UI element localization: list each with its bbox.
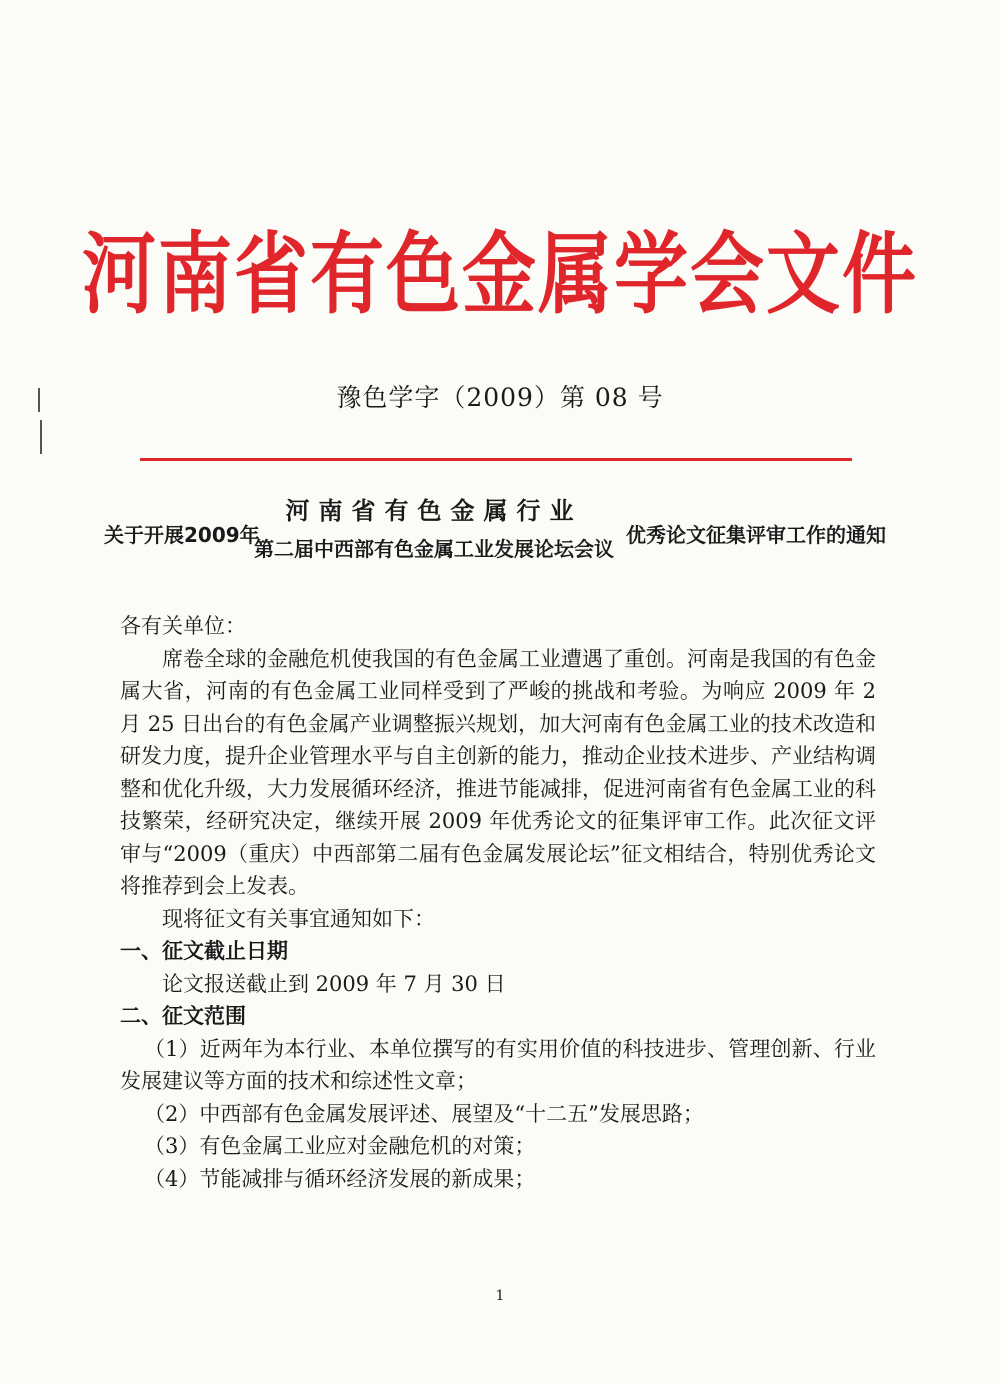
list-item: （4）节能减排与循环经济发展的新成果； xyxy=(144,1166,536,1191)
document-number: 豫色学字（2009）第 08 号 xyxy=(336,383,664,412)
section-text: 论文报送截止到 2009 年 7 月 30 日 xyxy=(162,971,506,996)
title-right: 优秀论文征集评审工作的通知 xyxy=(626,523,886,547)
list-item: （2）中西部有色金属发展评述、展望及“十二五”发展思路； xyxy=(144,1101,704,1126)
document-body xyxy=(120,610,876,1195)
paragraph-notice: 现将征文有关事宜通知如下： xyxy=(162,906,435,931)
paragraph-intro: 席卷全球的金融危机使我国的有色金属工业遭遇了重创。河南是我国的有色金属大省，河南的有色金属工业同样受到了严峻的挑战和考验。为响应 2009 年 2 月 25 日出台的有色金属产业调整振兴规划，加大河南有色金属工业的技术改造和研发力度，提升企业管理水平与自主创新的能力，推动企业技术进步、产业结构调整和优化升级，大力发展循环经济，推进节能减排，促进河南省有色金属工业的科技繁荣，经研究决定，继续开展 2009 年优秀论文的征集评审工作。此次征文评审与“2009（重庆）中西部第二届有色金属发展论坛”征文相结合，特别优秀论文将推荐到会上发表。 xyxy=(120,646,876,898)
masthead-title: 河南省有色金属学会文件 xyxy=(82,223,918,327)
title-left: 关于开展2009年 xyxy=(104,523,260,547)
salutation: 各有关单位： xyxy=(120,614,246,638)
section-heading: 二、征文范围 xyxy=(120,1004,246,1028)
title-middle-line1: 河南省有色金属行业 xyxy=(285,497,583,525)
title-middle xyxy=(250,494,618,570)
list-item: （1）近两年为本行业、本单位撰写的有实用价值的科技进步、管理创新、行业发展建议等方面的技术和综述性文章； xyxy=(120,1036,876,1093)
section-heading: 一、征文截止日期 xyxy=(120,939,288,963)
scan-mark xyxy=(40,420,42,454)
red-divider-line xyxy=(140,458,852,461)
title-middle-line2: 第二届中西部有色金属工业发展论坛会议 xyxy=(254,537,614,561)
list-item: （3）有色金属工业应对金融危机的对策； xyxy=(144,1134,536,1158)
page-number: 1 xyxy=(495,1288,505,1304)
